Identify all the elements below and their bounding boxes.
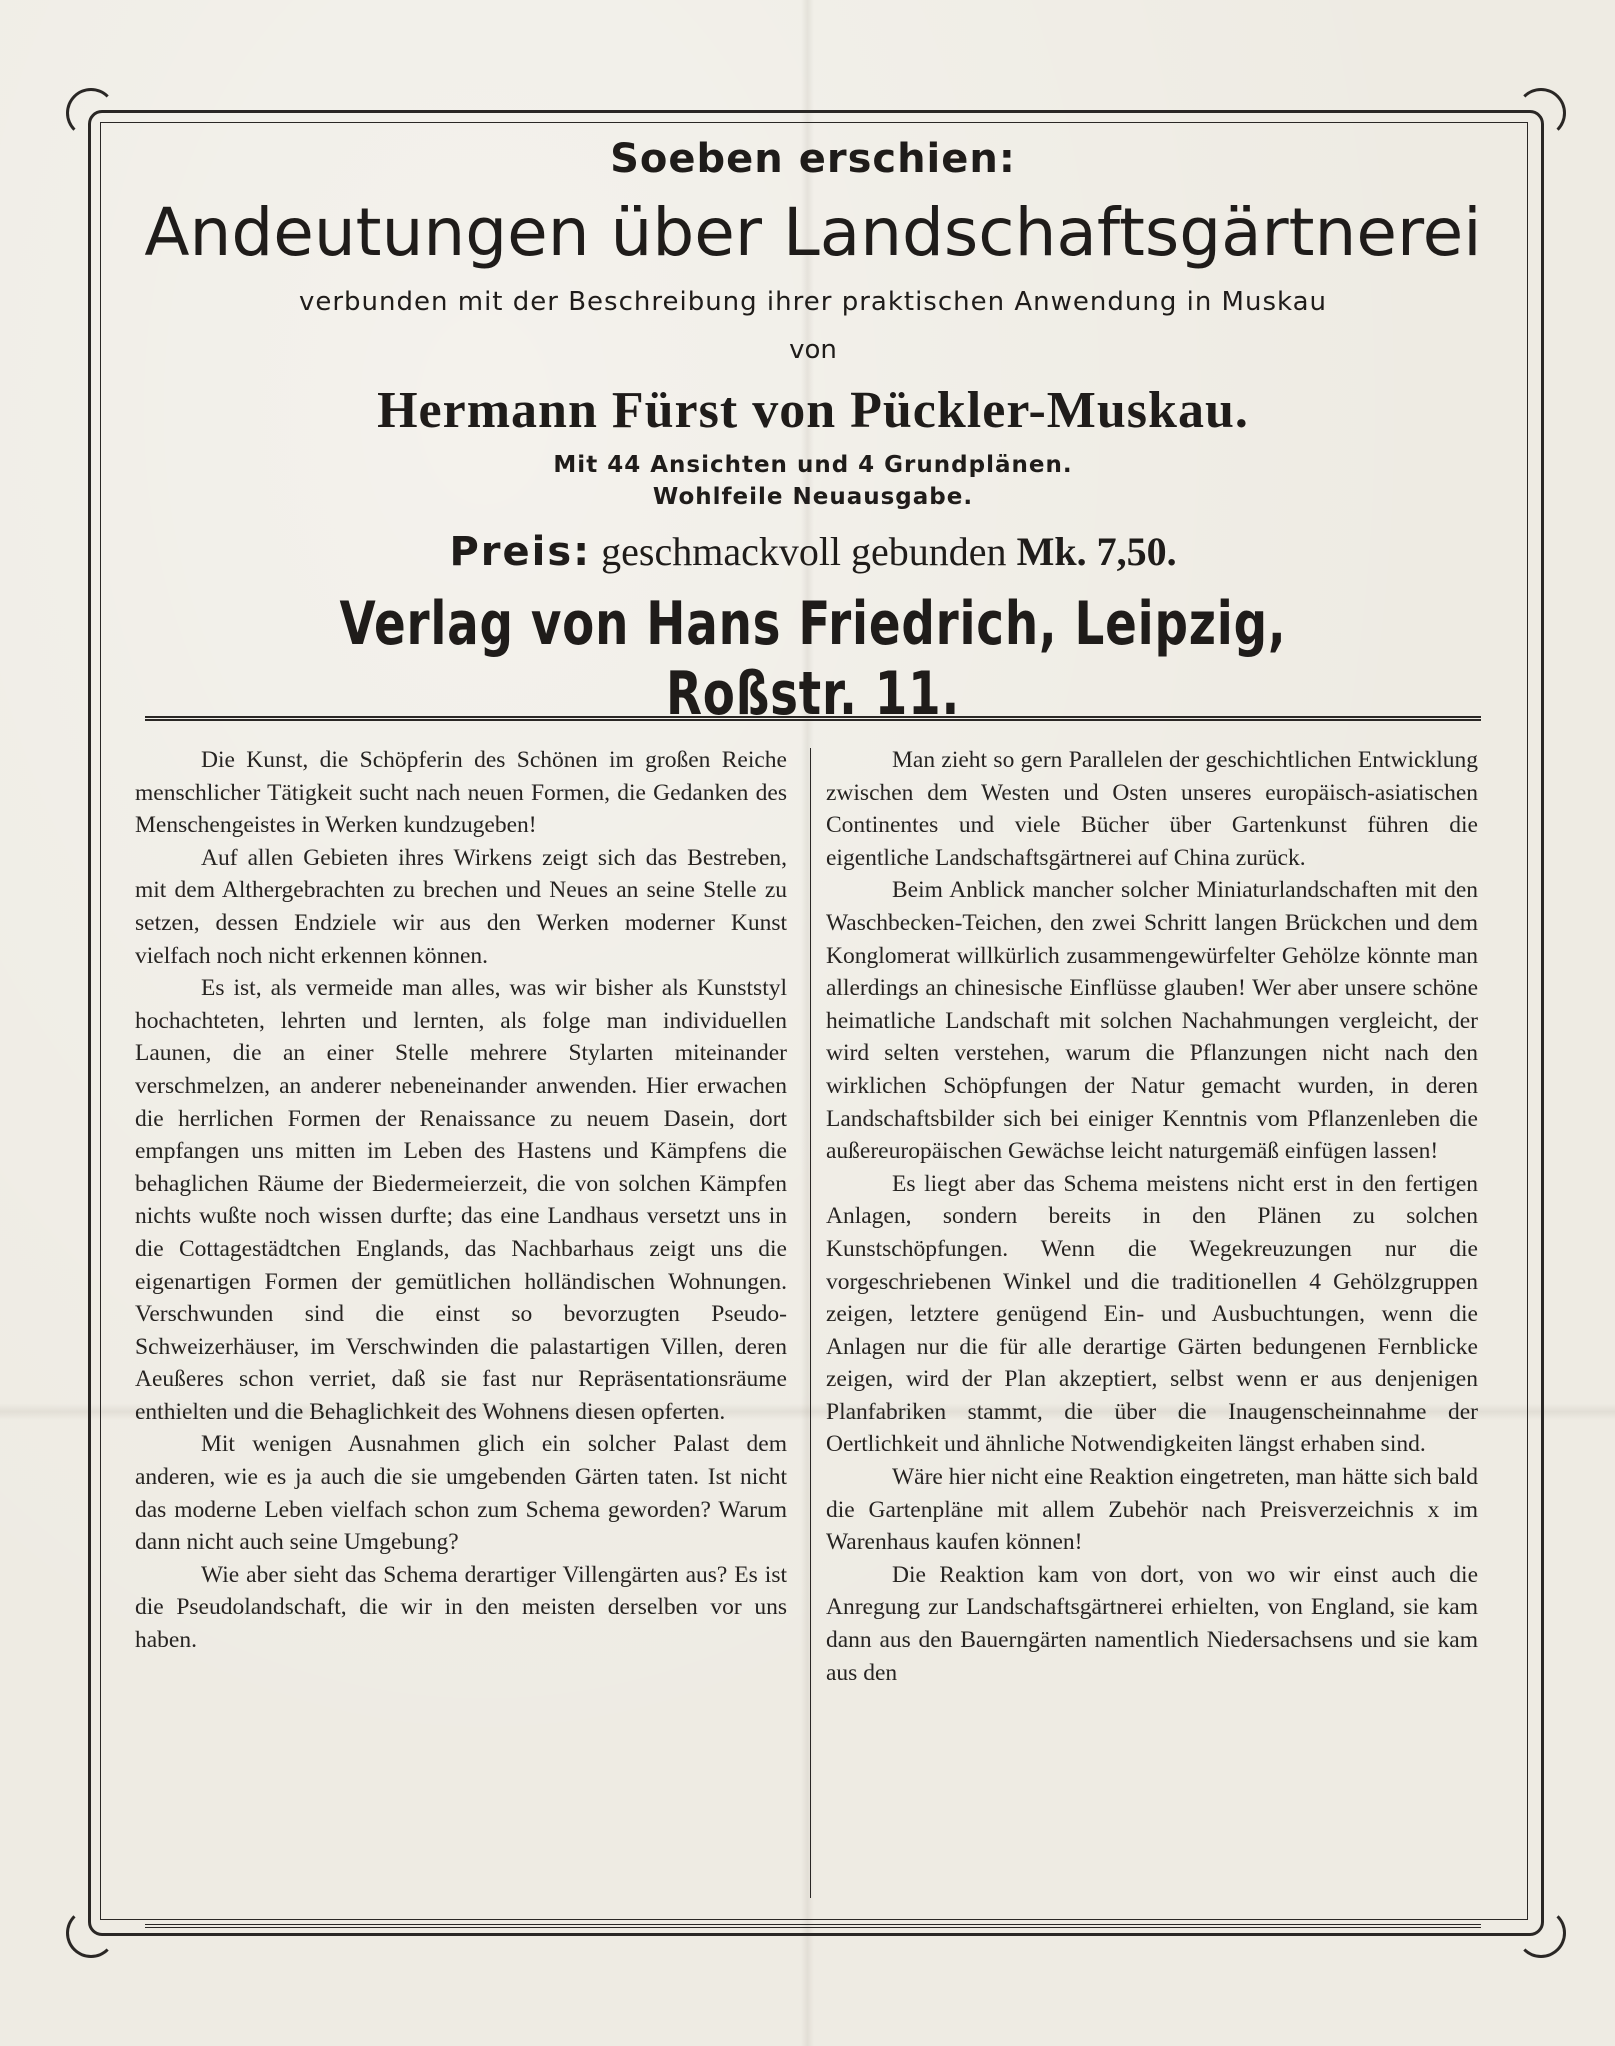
header-divider-rule <box>145 716 1481 721</box>
left-text-column <box>135 744 787 1904</box>
footer-divider-rule <box>145 1924 1481 1928</box>
price-text: geschmackvoll gebunden <box>601 529 1007 574</box>
frame-corner-ornament <box>66 88 116 138</box>
by-line: von <box>789 335 837 365</box>
paragraph: Es ist, als vermeide man alles, was wir bisher als Kunststyl hochachteten, lehrten und lernten, als folge man individuellen Launen, die an einer Stelle mehrere Stylarten miteinander verschmelzen, an anderer nebeneinander anwenden. Hier erwachen die herrlichen Formen der Renaissance zu neuem Dasein, dort empfangen uns mitten im Leben des Hastens und Kämpfens die behaglichen Räume der Biedermeierzeit, die von solchen Kämpfen nichts wußte noch wissen durfte; das eine Landhaus versetzt uns in die Cottagestädtchen Englands, das Nachbarhaus zeigt uns die eigenartigen Formen der gemütlichen holländischen Wohnungen. Verschwunden sind die einst so bevorzugten Pseudo-Schweizerhäuser, im Verschwinden die palastartigen Villen, deren Aeußeres schon verriet, daß sie fast nur Repräsentationsräume enthielten und die Behaglichkeit des Wohnens diesen opferten. <box>135 975 787 1425</box>
right-text-column <box>826 744 1478 1904</box>
paragraph: Es liegt aber das Schema meistens nicht erst in den fertigen Anlagen, sondern bereits in den Plänen zu solchen Kunstschöpfungen. Wenn die Wegekreuzungen nur die vorgeschriebenen Winkel und die traditionellen 4 Gehölzgruppen zeigen, letztere genügend Ein- und Ausbuchtungen, wenn die Anlagen nur die für alle derartige Gärten bedungenen Fernblicke zeigen, wird der Plan akzeptiert, selbst wenn er aus denjenigen Planfabriken stammt, die über die Inaugenscheinnahme der Oertlichkeit und ähnliche Notwendigkeiten längst erhaben sind. <box>826 1170 1478 1458</box>
price-line <box>110 528 1516 575</box>
frame-corner-ornament <box>1516 88 1566 138</box>
paragraph: Mit wenigen Ausnahmen glich ein solcher Palast dem anderen, wie es ja auch die sie umgebenden Gärten taten. Ist nicht das moderne Leben vielfach schon zum Schema geworden? Warum dann nicht auch seine Umgebung? <box>135 1431 787 1556</box>
column-divider <box>810 748 811 1898</box>
paragraph: Die Kunst, die Schöpferin des Schönen im großen Reiche menschlicher Tätigkeit sucht nach neuen Formen, die Gedanken des Menschengeistes in Werken kundzugeben! <box>135 747 787 839</box>
paragraph: Auf allen Gebieten ihres Wirkens zeigt sich das Bestreben, mit dem Althergebrachten zu brechen und Neues an seine Stelle zu setzen, dessen Endziele wir aus den Werken moderner Kunst vielfach noch nicht erkennen können. <box>135 844 787 969</box>
frame-corner-ornament <box>1516 1908 1566 1958</box>
edition-note: Wohlfeile Neuausgabe. <box>652 484 974 510</box>
paragraph: Wie aber sieht das Schema derartiger Villengärten aus? Es ist die Pseudolandschaft, die wir in den meisten derselben vor uns haben. <box>135 1561 787 1654</box>
advertisement-header <box>110 130 1516 729</box>
book-title: Andeutungen über Landschaftsgärtnerei <box>144 194 1482 271</box>
paragraph: Man zieht so gern Parallelen der geschichtlichen Entwicklung zwischen dem Westen und Osten unseres europäisch-asiatischen Continentes und viele Bücher über Gartenkunst führen die eigentliche Landschaftsgärtnerei auf China zurück. <box>826 747 1478 871</box>
price-label: Preis: <box>449 529 592 575</box>
author-name: Hermann Fürst von Pückler-Muskau. <box>377 382 1249 439</box>
paragraph: Die Reaktion kam von dort, von wo wir einst auch die Anregung zur Landschaftsgärtnerei erhielten, von England, sie kam dann aus den Bauerngärten namentlich Niedersachsens und sie kam aus den <box>826 1561 1478 1686</box>
paragraph: Wäre hier nicht eine Reaktion eingetreten, man hätte sich bald die Gartenpläne mit allem Zubehör nach Preisverzeichnis x im Warenhaus kaufen können! <box>826 1464 1478 1556</box>
kicker: Soeben erschien: <box>610 136 1016 182</box>
book-subtitle: verbunden mit der Beschreibung ihrer praktischen Anwendung in Muskau <box>298 287 1328 317</box>
paragraph: Beim Anblick mancher solcher Miniaturlandschaften mit den Waschbecken-Teichen, den zwei Schritt langen Brückchen und dem Konglomerat willkürlich zusammengewürfelter Gehölze könnte man allerdings an chinesische Einflüsse glauben! Wer aber unsere schöne heimatliche Landschaft mit solchen Nachahmungen vergleicht, der wird selten verstehen, warum die Pflanzungen nicht nach den wirklichen Schöpfungen der Natur gemacht wurden, in deren Landschaftsbilder sich bei einiger Kenntnis vom Pflanzenleben die außereuropäischen Gewächse leicht naturgemäß einfügen lassen! <box>826 877 1478 1165</box>
illustrations-note: Mit 44 Ansichten und 4 Grundplänen. <box>553 452 1073 478</box>
publisher-line: Verlag von Hans Friedrich, Leipzig, Roßstr. 11. <box>339 589 1287 729</box>
price-value: Mk. 7,50. <box>1016 529 1177 574</box>
frame-corner-ornament <box>66 1908 116 1958</box>
